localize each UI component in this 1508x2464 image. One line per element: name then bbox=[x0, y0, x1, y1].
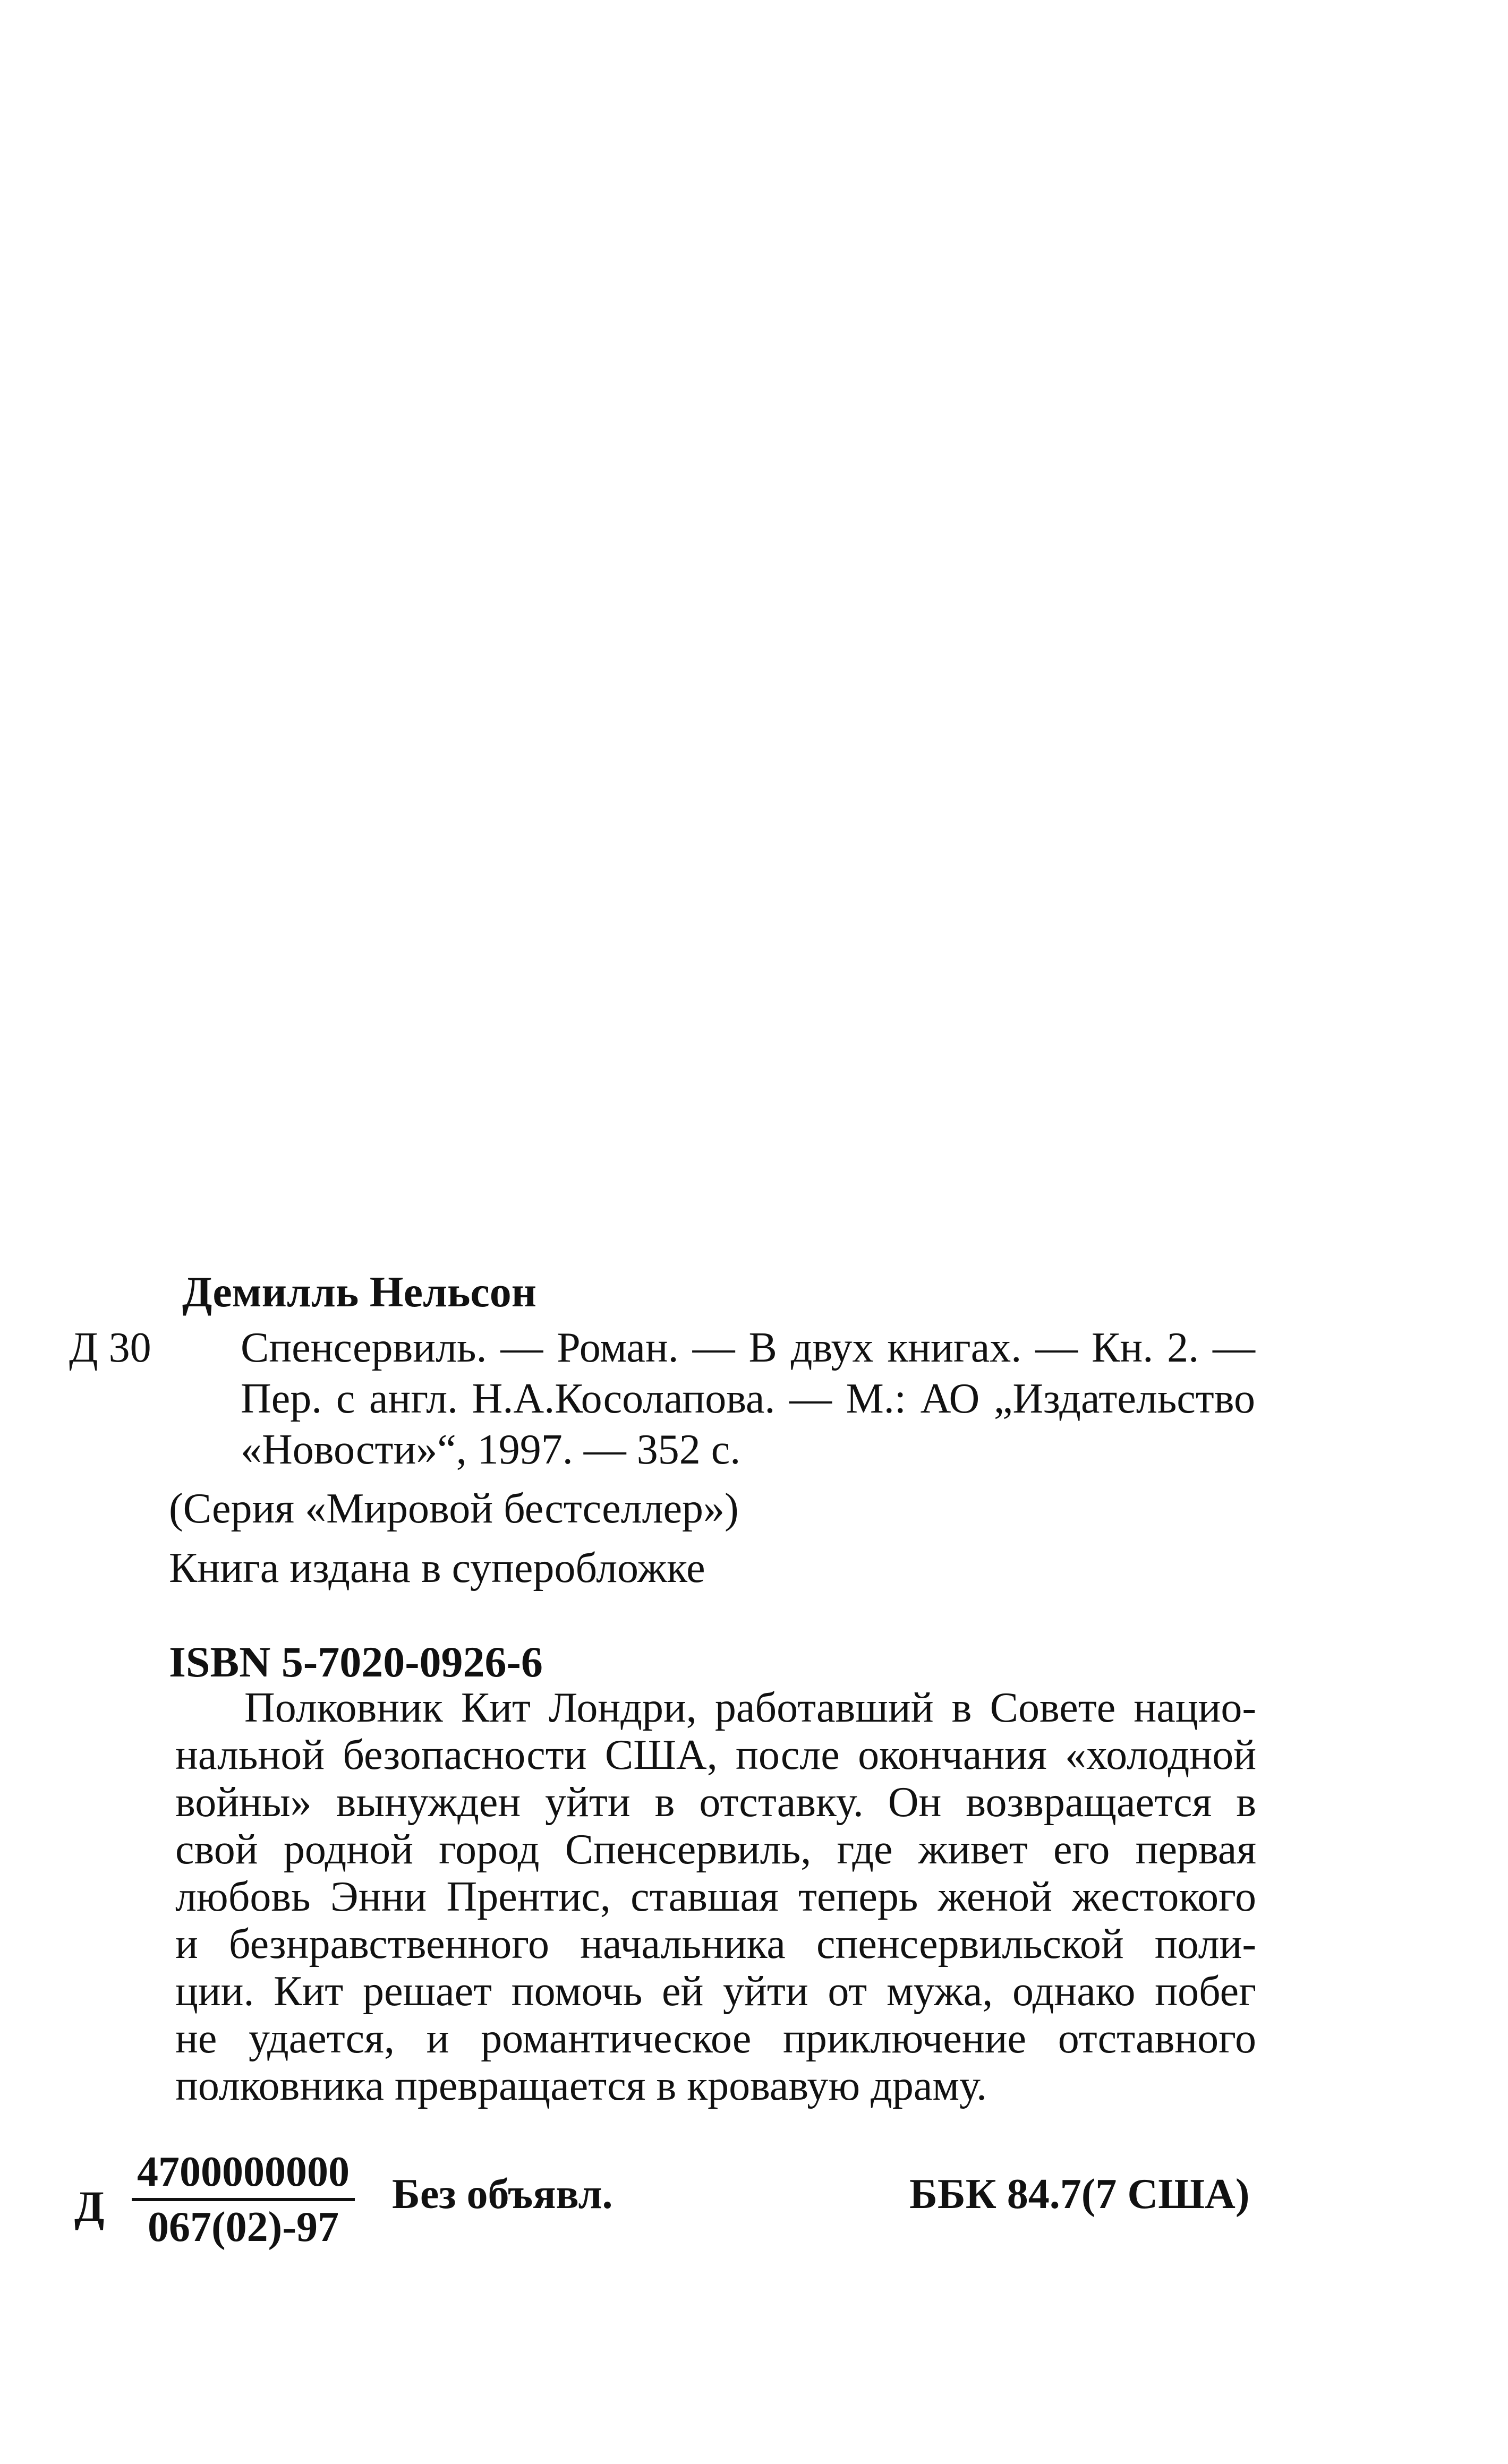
annotation-line: не удается, и романтическое приключение отставного bbox=[175, 2015, 1256, 2062]
annotation-line: Полковник Кит Лондри, работавший в Совете нацио- bbox=[244, 1684, 1256, 1731]
bbk-code: ББК 84.7(7 США) bbox=[909, 2171, 1250, 2218]
annotation-line: войны» вынужден уйти в отставку. Он возвращается в bbox=[175, 1779, 1256, 1826]
biblio-line: Спенсервиль. — Роман. — В двух книгах. — Кн. 2. — bbox=[241, 1324, 1255, 1371]
author-name: Демилль Нельсон bbox=[182, 1268, 536, 1316]
annotation bbox=[175, 1684, 1256, 2110]
annotation-line: полковника превращается в кровавую драму. bbox=[175, 2063, 987, 2109]
fraction-numerator: 4700000000 bbox=[132, 2148, 355, 2201]
biblio-line: Пер. с англ. Н.А.Косолапова. — М.: АО „Издательство bbox=[241, 1375, 1255, 1422]
annotation-line: ции. Кит решает помочь ей уйти от мужа, однако побег bbox=[175, 1968, 1256, 2015]
annotation-line: любовь Энни Прентис, ставшая теперь женой жестокого bbox=[175, 1873, 1256, 1920]
fraction-denominator: 067(02)-97 bbox=[148, 2204, 339, 2251]
cover-note: Книга издана в суперобложке bbox=[169, 1545, 705, 1592]
catalog-code: Д 30 bbox=[69, 1324, 151, 1371]
annotation-line: свой родной город Спенсервиль, где живет его первая bbox=[175, 1826, 1256, 1873]
series-note: (Серия «Мировой бестселлер») bbox=[169, 1485, 739, 1532]
footer-prefix: Д bbox=[74, 2182, 105, 2230]
isbn: ISBN 5-7020-0926-6 bbox=[169, 1638, 543, 1686]
bibliographic-description bbox=[241, 1322, 1255, 1475]
annotation-line: и безнравственного начальника спенсервильской поли- bbox=[175, 1921, 1256, 1967]
biblio-line: «Новости»“, 1997. — 352 с. bbox=[241, 1426, 741, 1473]
annotation-line: нальной безопасности США, после окончания «холодной bbox=[175, 1732, 1256, 1778]
publisher-code-fraction bbox=[132, 2148, 355, 2251]
no-announcement-note: Без объявл. bbox=[392, 2171, 613, 2218]
